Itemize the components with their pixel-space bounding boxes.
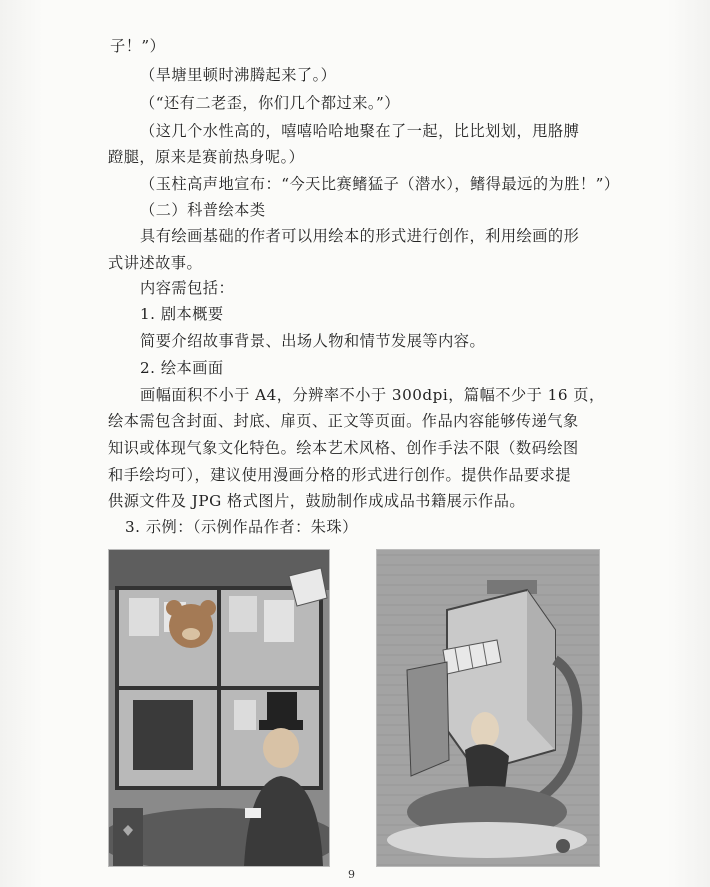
section-heading: （二）科普绘本类 [140, 201, 266, 219]
text-line: 供源文件及 JPG 格式图片，鼓励制作成成品书籍展示作品。 [108, 492, 526, 510]
subheading: 1. 剧本概要 [140, 305, 224, 323]
text-line: （玉柱高声地宣布：“今天比赛鳍猛子（潜水），鳍得最远的为胜！”） [140, 175, 620, 193]
text-line: 绘本需包含封面、封底、扉页、正文等页面。作品内容能够传递气象 [108, 412, 579, 430]
text-line: （“还有二老歪，你们几个都过来。”） [140, 94, 400, 112]
example-illustration-machine [376, 549, 600, 867]
text-line: 具有绘画基础的作者可以用绘本的形式进行创作，利用绘画的形 [140, 227, 580, 245]
text-line: 知识或体现气象文化特色。绘本艺术风格、创作手法不限（数码绘图 [108, 439, 579, 457]
page-number: 9 [348, 868, 355, 881]
example-illustration-cafe [108, 549, 330, 867]
text-line: （旱塘里顿时沸腾起来了。） [140, 66, 337, 84]
text-line: 和手绘均可），建议使用漫画分格的形式进行创作。提供作品要求提 [108, 466, 572, 484]
text-line: 蹬腿，原来是赛前热身呢。） [108, 148, 305, 166]
text-line: 简要介绍故事背景、出场人物和情节发展等内容。 [140, 332, 486, 350]
text-line: 内容需包括： [140, 279, 235, 297]
text-line: （这几个水性高的，嘻嘻哈哈地聚在了一起，比比划划，甩胳膊 [140, 122, 580, 140]
text-line: 式讲述故事。 [108, 254, 203, 272]
text-line: 子！”） [110, 37, 166, 55]
subheading: 3. 示例：（示例作品作者：朱珠） [125, 518, 358, 536]
text-line: 画幅面积不小于 A4，分辨率不小于 300dpi，篇幅不少于 16 页， [140, 386, 605, 404]
subheading: 2. 绘本画面 [140, 359, 224, 377]
